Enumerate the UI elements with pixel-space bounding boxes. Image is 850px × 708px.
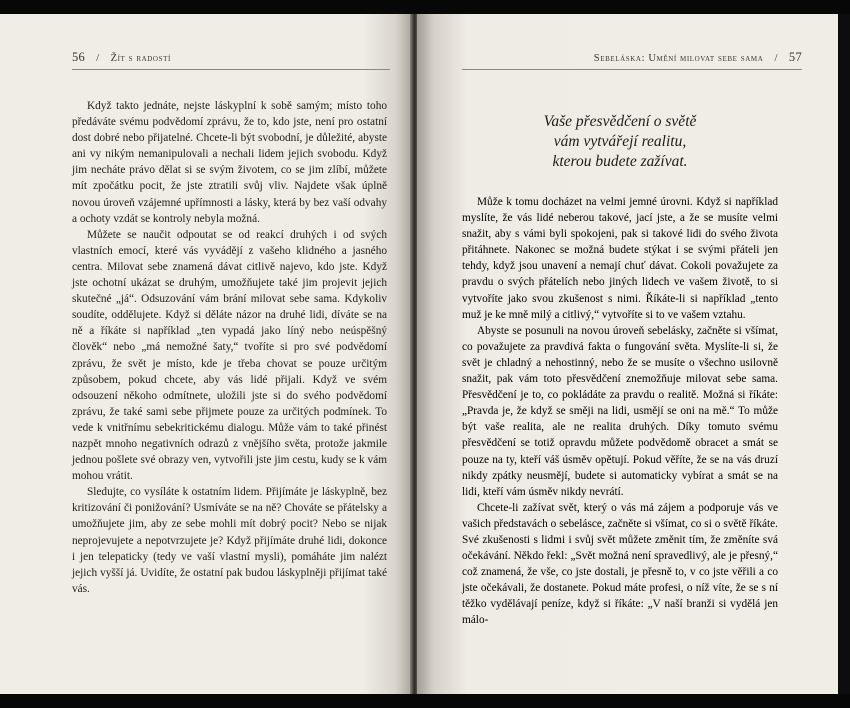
heading-line: Vaše přesvědčení o světě	[543, 113, 697, 130]
right-running-head	[594, 50, 802, 65]
left-page	[0, 14, 412, 694]
left-head-title: Žít s radostí	[110, 53, 171, 64]
pull-quote-heading	[480, 112, 760, 172]
right-head-title: Sebeláska: Umění milovat sebe sama	[593, 53, 764, 64]
right-paragraph: Může k tomu docházet na velmi jemné úrovni. Když si například myslíte, že vás lidé neberou takové, jací jste, a že se musíte velmi snažit, aby s vámi byli spokojeni, pak si takové lidi do svého života přitáhnete. Nakonec se možná budete stýkat i se svými přáteli jen tehdy, když jsou unavení a nemají chuť dávat. Cokoli považujete za pravdu o svých přátelích nebo jiných lidech ve vašem životě, to si vytvoříte jako svou zkušenost s nimi. Říkáte-li si například „tento muž je ke mně milý a citlivý,“ vytvoříte si to ve vašem vztahu.	[462, 196, 778, 321]
heading-line: vám vytvářejí realitu,	[553, 133, 687, 150]
left-paragraph: Můžete se naučit odpoutat se od reakcí druhých i od svých vlastních emocí, které vás vyvádějí z vašeho klidného a jasného centra. Milovat sebe znamená dávat citlivě najevo, kdo jste. Když jste ochotní ukázat se druhým, umožňujete také jim projevit jejich skutečné „já“. Odsuzování vám brání milovat sebe sama. Kdykoliv soudíte, oddělujete. Když si děláte názor na druhé lidi, díváte se na ně a říkáte si například „ten vypadá jako líný nebo neúspěšný člověk“ nebo „má nemožné šaty,“ tvoříte si pro své podvědomí zprávu, že svět je místo, kde je třeba chovat se pouze určitým způsobem, pokud chcete, aby vás lidé přijali. Když ve svém odsouzení někoho odmítnete, uložili jste si do svého podvědomí zprávu, že také sami sebe přijmete pouze za určitých podmínek. To vede k vnitřnímu sebekritickému dialogu. Může vám to také přinést nazpět mnoho negativních odrazů z vnějšího světa, protože jakmile jednou pošlete své obrazy ven, vytvořili jste jim cestu, kudy se k vám mohou vrátit.	[72, 228, 387, 483]
right-body-text	[462, 194, 778, 629]
left-body-text	[72, 98, 387, 597]
left-head-separator: /	[96, 52, 100, 64]
right-page-number: 57	[788, 50, 802, 64]
right-paragraph: Abyste se posunuli na novou úroveň sebelásky, začněte si všímat, co považujete za pravdivá fakta o fungování světa. Myslíte-li si, že svět je chladný a nehostinný, nebo že se musíte o všechno usilovně snažit, pak vám toto přesvědčení znemožňuje milovat sebe sama. Přesvědčení je to, co pokládáte za pravdu o realitě. Možná si říkáte: „Pravda je, že když se směji na lidi, usmějí se oni na mě.“ To může být vaše realita, ale ne realita druhých. Díky tomuto svému přesvědčení se totiž opravdu můžete podvědomě obracet a smát se pouze na ty, kteří váš úsměv opětují. Pokud věříte, že se na vás druzí nikdy zpátky neusmějí, budete si automaticky vybírat a smát se na lidi, kteří vám úsměv nikdy nevrátí.	[462, 324, 778, 498]
left-page-number: 56	[72, 50, 86, 64]
right-edge-shadow	[838, 14, 850, 694]
book-spread	[0, 14, 850, 694]
heading-line: kterou budete zažívat.	[552, 153, 688, 170]
left-head-rule	[72, 69, 390, 70]
left-running-head	[72, 50, 171, 65]
right-paragraph: Chcete-li zažívat svět, který o vás má zájem a podporuje vás ve vašich představách o sebelásce, začněte si všímat, co si o světě říkáte. Své zkušenosti s lidmi i svůj svět můžete změnit tím, že změníte svá očekávání. Někdo řekl: „Svět možná není spravedlivý, ale je přesný,“ což znamená, že vše, co jste dostali, je přesně to, v co jste věřili a co jste očekávali, že dostanete. Pokud máte profesi, o níž víte, že se s ní těžko vydělávají peníze, když si říkáte: „V naší branži si vydělá jen málo-	[462, 501, 778, 627]
right-head-separator: /	[774, 52, 778, 64]
left-paragraph: Když takto jednáte, nejste láskyplní k sobě samým; místo toho předáváte svému podvědomí zprávu, že to, kdo jste, není pro ostatní dost dobré nebo přijatelné. Chcete-li být svobodní, je důležité, abyste ani vy nikým nemanipulovali a nechali lidem jejich svobodu. Když jim necháte právo dělat si se svým životem, co se jim zlíbí, můžete mít zpočátku pocit, že jste ztratili svůj vliv. Najdete však úplně novou úroveň vzájemné upřímnosti a lásky, která by bez vaší odvahy a ochoty vzdát se kontroly nebyla možná.	[72, 100, 387, 225]
left-paragraph: Sledujte, co vysíláte k ostatním lidem. Přijímáte je láskyplně, bez kritizování či ponižování? Usmíváte se na ně? Chováte se přátelsky a umožňujete jim, aby ze sebe mohli mít dobrý pocit? Nebo se nijak neprojevujete a nepotvrzujete je? Když přijímáte druhé lidi, dokonce i jen telepaticky (tedy ve vaší vlastní mysli), pomáháte jim nalézt jejich vyšší já. Uvidíte, že ostatní pak budou láskyplněji přijímat také vás.	[72, 486, 387, 595]
right-head-rule	[462, 69, 802, 70]
